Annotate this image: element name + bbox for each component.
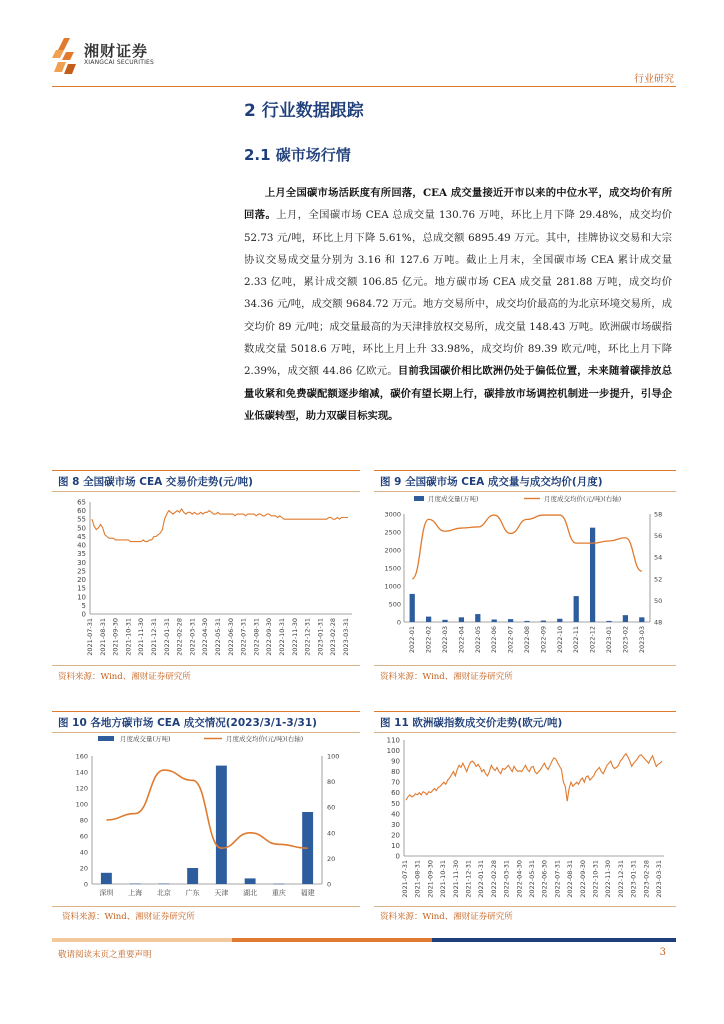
fig8-xtick: 2022-09-30 [265, 618, 274, 656]
fig9-ytick-right: 50 [654, 596, 663, 605]
fig9-xtick: 2022-11 [572, 626, 581, 654]
fig8-xtick: 2023-02-28 [329, 618, 338, 656]
fig10-chart [52, 734, 360, 906]
fig8-ytick: 25 [77, 567, 86, 576]
fig8-bottom-rule [52, 665, 360, 666]
fig9-volume-bar [623, 615, 628, 622]
fig10-ytick-left: 100 [75, 800, 88, 809]
fig11-ytick: 60 [391, 789, 400, 798]
fig8-xtick: 2021-09-30 [111, 618, 120, 656]
footer-stripe [52, 938, 676, 942]
fig10-volume-bar [158, 884, 169, 885]
fig9-volume-bar [606, 621, 611, 622]
fig9-ytick-right: 48 [654, 618, 663, 627]
fig8-xtick: 2022-06-30 [226, 618, 235, 656]
fig9-ytick-right: 58 [654, 510, 663, 519]
fig8-ytick: 10 [77, 593, 86, 602]
disclaimer-note: 敬请阅读末页之重要声明 [58, 950, 152, 960]
fig9-legend-bar-icon [414, 496, 424, 501]
fig11-ytick: 70 [391, 778, 400, 787]
fig9-ytick-left: 3000 [384, 510, 401, 519]
fig10-legend-volume: 月度成交量(万吨) [120, 735, 171, 743]
fig11-xtick: 2023-01-31 [629, 860, 638, 898]
fig8-ytick: 45 [77, 532, 86, 541]
fig11-xtick: 2022-10-31 [591, 860, 600, 898]
fig10-title-rule [52, 732, 360, 733]
logo-text-cn: 湘财证券 [84, 42, 149, 60]
fig11-xtick: 2022-12-31 [616, 860, 625, 898]
fig11-xtick: 2021-09-30 [426, 860, 435, 898]
fig10-xtick: 广东 [185, 889, 200, 897]
fig8-xtick: 2022-11-30 [290, 618, 299, 656]
fig9-ytick-left: 500 [388, 600, 401, 609]
fig8-title: 图 8 全国碳市场 CEA 交易价走势(元/吨) [58, 476, 253, 488]
fig10-volume-bar [245, 878, 256, 884]
fig10-xtick: 上海 [128, 889, 143, 897]
fig11-ytick: 30 [391, 820, 400, 829]
fig10-bottom-rule [52, 906, 360, 907]
fig10-volume-bar [187, 868, 198, 884]
fig11-xtick: 2022-07-31 [553, 860, 562, 898]
paragraph-conclusion-bold: 目前我国碳价相比欧洲仍处于偏低位置，未来随着碳排放总量收紧和免费碳配额逐步缩减，碳价有望长期上行，碳排放市场调控机制进一步提升，引导企业低碳转型，助力双碳目标实现。 [244, 365, 673, 422]
report-type-tag: 行业研究 [634, 74, 674, 85]
fig11-title: 图 11 欧洲碳指数成交价走势(欧元/吨) [380, 717, 563, 729]
fig10-top-rule [52, 711, 360, 712]
fig9-volume-bar [574, 596, 579, 622]
fig9-top-rule [374, 470, 676, 471]
fig10-ytick-left: 0 [83, 880, 88, 889]
fig9-bottom-rule [374, 665, 676, 666]
fig8-price-line [92, 509, 348, 542]
fig8-xtick: 2022-04-30 [201, 618, 210, 656]
fig8-ytick: 20 [77, 576, 86, 585]
fig9-volume-bar [459, 617, 464, 622]
fig11-ytick: 90 [391, 757, 400, 766]
fig11-xtick: 2021-12-31 [464, 860, 473, 898]
fig9-volume-bar [492, 619, 497, 622]
fig11-xtick: 2021-07-31 [401, 860, 409, 898]
fig11-chart [374, 734, 676, 906]
paragraph-lead-bold: 上月全国碳市场活跃度有所回落，CEA 成交量接近开市以来的中位水平，成交均价有所回落。 [244, 187, 672, 222]
fig8-xtick: 2022-12-31 [303, 618, 312, 656]
fig11-xtick: 2023-03-31 [655, 860, 663, 898]
fig11-xtick: 2022-06-30 [540, 860, 549, 898]
fig9-title: 图 9 全国碳市场 CEA 成交量与成交均价(月度) [380, 476, 603, 488]
fig11-ytick: 10 [391, 841, 400, 850]
fig11-ytick: 0 [395, 852, 400, 861]
fig11-xtick: 2023-02-28 [642, 860, 651, 898]
fig8-xtick: 2022-05-31 [214, 618, 222, 656]
fig8-ytick: 40 [77, 541, 86, 550]
fig10-legend-bar-icon [98, 736, 114, 741]
fig11-xtick: 2021-08-31 [413, 860, 422, 898]
fig9-xtick: 2022-12 [588, 626, 597, 654]
fig9-xtick: 2022-04 [457, 626, 466, 654]
fig11-ytick: 40 [391, 810, 400, 819]
company-logo [52, 36, 162, 80]
paragraph-body: 上月，全国碳市场 CEA 总成交量 130.76 万吨，环比上月下降 29.48%，成交均价 52.73 元/吨，环比上月下降 5.61%，总成交额 6895.49 万元。其中，挂牌协议交易和大宗协议交易成交量分别为 3.16 和 127.6 万吨。截止上月末，全国碳市场 CEA 累计成交量 2.33 亿吨，累计成交额 106.85 亿元。地方碳市场 CEA 成交量 281.88 万吨，成交均价 34.36 元/吨，成交额 9684.72 万元。地方交易所中，成交均价最高的为北京环境交易所，成交均价 89 元/吨；成交量最高的为天津排放权交易所，成交量 148.43 万吨。欧洲碳市场碳指数成交量 5018.6 万吨，环比上月上升 33.98%，成交均价 89.39 欧元/吨，环比上月下降 2.39%，成交额 44.86 亿欧元。 [244, 209, 673, 378]
fig11-bottom-rule [374, 906, 676, 907]
fig9-ytick-left: 2000 [384, 546, 401, 555]
fig10-ytick-right: 20 [327, 854, 336, 863]
fig9-volume-bar [524, 621, 529, 622]
fig11-xtick: 2022-01-31 [477, 860, 486, 898]
fig9-ytick-right: 56 [654, 532, 663, 541]
fig10-xtick: 福建 [300, 889, 315, 897]
fig10-ytick-right: 80 [327, 778, 336, 787]
fig10-xtick: 深圳 [99, 889, 114, 897]
fig8-xtick: 2023-01-31 [316, 618, 325, 656]
fig8-xtick: 2023-03-31 [342, 618, 350, 656]
fig11-top-rule [374, 711, 676, 712]
fig10-ytick-left: 80 [79, 816, 88, 825]
fig8-ytick: 35 [77, 550, 86, 559]
fig9-source: 资料来源：Wind、湘财证券研究所 [380, 672, 513, 682]
fig8-ytick: 30 [77, 558, 86, 567]
fig9-xtick: 2022-09 [539, 626, 548, 654]
fig10-volume-bar [216, 766, 227, 884]
fig8-xtick: 2022-07-31 [239, 618, 248, 656]
fig8-xtick: 2022-08-31 [252, 618, 261, 656]
fig8-ytick: 55 [77, 515, 86, 524]
fig9-ytick-left: 1000 [384, 582, 401, 591]
fig9-xtick: 2022-05 [473, 626, 482, 654]
fig8-ytick: 0 [81, 610, 86, 619]
fig11-xtick: 2022-04-30 [515, 860, 524, 898]
fig9-volume-bar [410, 594, 415, 622]
fig9-chart [374, 494, 676, 664]
fig11-ytick: 80 [391, 768, 400, 777]
fig8-ytick: 50 [77, 524, 86, 533]
fig11-ytick: 20 [391, 831, 400, 840]
fig8-ytick: 15 [77, 584, 86, 593]
fig10-volume-bar [273, 884, 284, 885]
fig10-volume-bar [130, 884, 141, 885]
fig9-volume-bar [508, 619, 513, 622]
fig8-xtick: 2021-10-31 [124, 618, 133, 656]
fig10-ytick-left: 40 [79, 848, 88, 857]
fig9-ytick-right: 52 [654, 575, 663, 584]
fig9-volume-bar [442, 620, 447, 622]
fig8-ytick: 5 [81, 601, 86, 610]
fig10-ytick-right: 60 [327, 803, 336, 812]
fig11-ytick: 110 [386, 736, 400, 745]
fig10-xtick: 湖北 [243, 889, 258, 897]
fig9-price-line [412, 515, 642, 579]
fig10-ytick-right: 100 [327, 752, 340, 761]
fig11-xtick: 2022-08-31 [566, 860, 575, 898]
logo-mark-icon [52, 36, 80, 76]
fig11-title-rule [374, 732, 676, 733]
fig9-xtick: 2022-07 [506, 626, 515, 654]
fig8-title-rule [52, 491, 360, 492]
body-paragraph [244, 182, 672, 427]
fig9-xtick: 2022-06 [490, 626, 499, 654]
fig9-xtick: 2023-03 [637, 626, 646, 654]
fig8-xtick: 2021-12-31 [150, 618, 158, 656]
fig8-ytick: 60 [77, 507, 86, 516]
fig8-xtick: 2021-11-30 [137, 618, 146, 656]
subsection-heading: 2.1 碳市场行情 [244, 146, 351, 164]
fig11-xtick: 2022-11-30 [604, 860, 613, 898]
fig10-source: 资料来源：Wind、湘财证券研究所 [62, 912, 195, 922]
fig9-volume-bar [639, 617, 644, 622]
fig10-legend-price: 月度成交均价(元/吨)(右轴) [226, 735, 304, 743]
fig8-top-rule [52, 470, 360, 471]
fig11-ytick: 50 [391, 799, 400, 808]
fig11-price-line [406, 754, 662, 802]
fig8-xtick: 2022-10-31 [278, 618, 286, 656]
fig8-source: 资料来源：Wind、湘财证券研究所 [58, 672, 191, 682]
fig9-ytick-right: 54 [654, 553, 663, 562]
fig9-title-rule [374, 491, 676, 492]
fig8-xtick: 2021-07-31 [86, 618, 94, 656]
fig9-volume-bar [557, 619, 562, 622]
fig10-ytick-left: 120 [75, 784, 88, 793]
fig9-xtick: 2022-03 [441, 626, 449, 654]
fig9-xtick: 2022-08 [523, 626, 531, 654]
fig11-xtick: 2021-10-31 [439, 860, 448, 898]
fig9-volume-bar [590, 528, 595, 622]
fig11-xtick: 2022-02-28 [489, 860, 498, 898]
logo-text-en: XIANGCAI SECURITIES [84, 59, 155, 66]
fig10-ytick-left: 140 [75, 768, 88, 777]
fig8-xtick: 2022-01-31 [162, 618, 171, 656]
fig8-xtick: 2021-08-31 [98, 618, 107, 656]
fig10-title: 图 10 各地方碳市场 CEA 成交情况(2023/3/1-3/31) [58, 717, 317, 729]
fig10-ytick-left: 20 [79, 864, 88, 873]
fig11-xtick: 2022-09-30 [578, 860, 587, 898]
fig9-xtick: 2022-10 [555, 626, 564, 654]
fig10-ytick-right: 0 [327, 880, 332, 889]
fig11-ytick: 100 [386, 747, 400, 756]
fig8-xtick: 2022-02-28 [175, 618, 184, 656]
fig9-ytick-left: 2500 [384, 528, 401, 537]
fig9-ytick-left: 0 [396, 618, 401, 627]
fig9-volume-bar [541, 621, 546, 622]
fig8-ytick: 65 [77, 498, 86, 507]
section-heading: 2 行业数据跟踪 [244, 101, 364, 121]
fig9-xtick: 2022-01 [408, 626, 417, 654]
fig11-xtick: 2021-11-30 [451, 860, 460, 898]
fig10-ytick-right: 40 [327, 829, 336, 838]
fig11-xtick: 2022-03-31 [502, 860, 511, 898]
fig9-legend-price: 月度成交均价(元/吨)(右轴) [544, 495, 622, 503]
fig9-xtick: 2023-01 [605, 626, 613, 654]
fig8-chart [52, 494, 360, 664]
fig10-xtick: 北京 [156, 889, 171, 897]
fig11-source: 资料来源：Wind、湘财证券研究所 [380, 912, 513, 922]
fig10-volume-bar [101, 873, 112, 884]
fig9-ytick-left: 1500 [384, 564, 401, 573]
fig9-volume-bar [426, 617, 431, 622]
page-number: 3 [659, 947, 666, 958]
fig9-xtick: 2022-02 [424, 626, 433, 654]
fig9-volume-bar [475, 614, 480, 622]
fig10-ytick-left: 60 [79, 832, 88, 841]
fig8-xtick: 2022-03-31 [188, 618, 197, 656]
fig10-xtick: 天津 [214, 889, 229, 897]
fig10-ytick-left: 160 [75, 752, 88, 761]
fig9-legend-volume: 月度成交量(万吨) [428, 495, 479, 503]
fig10-xtick: 重庆 [271, 889, 286, 897]
header-divider [52, 86, 676, 87]
fig11-xtick: 2022-05-31 [528, 860, 536, 898]
fig10-price-line [106, 770, 307, 848]
fig9-xtick: 2023-02 [621, 626, 630, 654]
